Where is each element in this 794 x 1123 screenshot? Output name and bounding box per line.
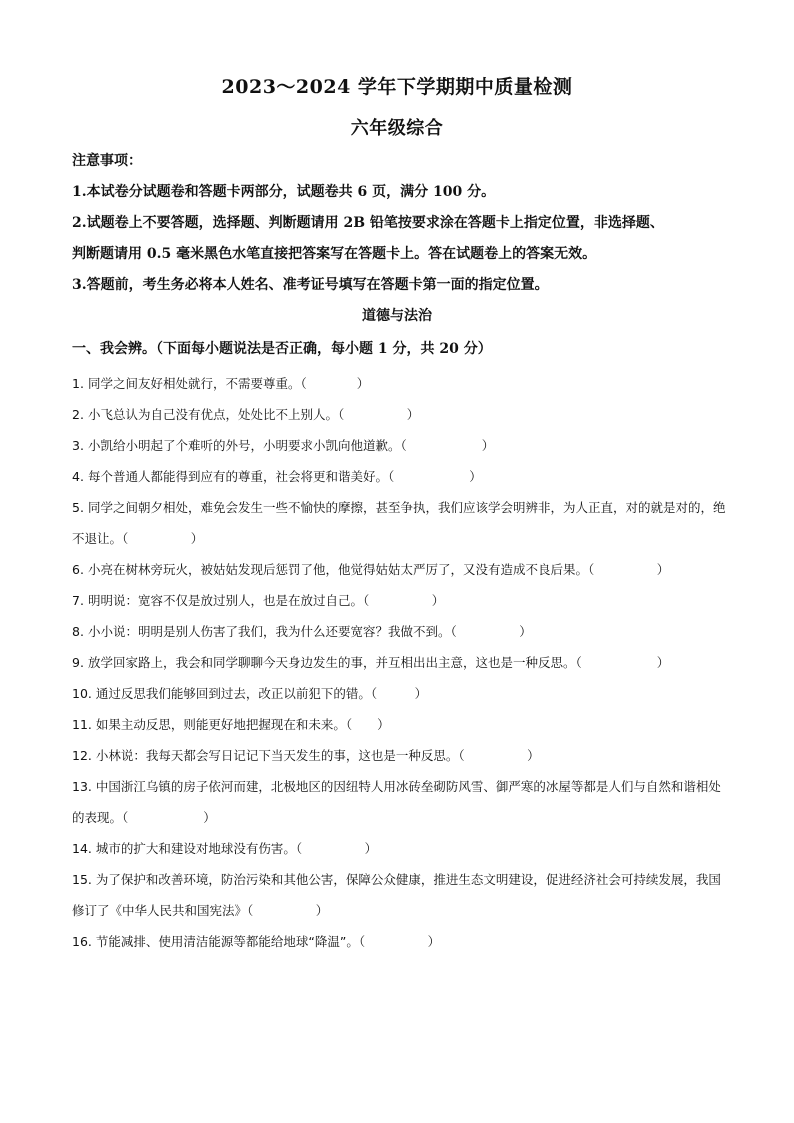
question-text: 城市的扩大和建设对地球没有伤害。（ ） xyxy=(95,841,378,856)
question-item xyxy=(72,740,728,771)
question-text: 如果主动反思，则能更好地把握现在和未来。（ ） xyxy=(95,717,390,732)
question-item xyxy=(72,368,728,399)
question-item xyxy=(72,833,728,864)
question-text: 中国浙江乌镇的房子依河而建，北极地区的因纽特人用冰砖垒砌防风雪、御严寒的冰屋等都是人们与自然和谐相处的表现。（ ） xyxy=(72,779,721,825)
question-item xyxy=(72,771,728,833)
question-text: 同学之间朝夕相处，难免会发生一些不愉快的摩擦，甚至争执，我们应该学会明辨非，为人正直，对的就是对的，绝不退让。（ ） xyxy=(72,500,726,546)
question-item xyxy=(72,678,728,709)
question-text: 小凯给小明起了个难听的外号，小明要求小凯向他道歉。（ ） xyxy=(87,438,495,453)
question-item xyxy=(72,926,728,957)
question-text: 每个普通人都能得到应有的尊重，社会将更和谐美好。（ ） xyxy=(87,469,482,484)
question-item xyxy=(72,864,728,926)
question-text: 小亮在树林旁玩火，被姑姑发现后惩罚了他，他觉得姑姑太严厉了，又没有造成不良后果。（ ） xyxy=(87,562,670,577)
section-title: 一、我会辨。（下面每小题说法是否正确，每小题 1 分，共 20 分） xyxy=(72,341,492,357)
exam-title: 2023～2024 学年下学期期中质量检测 xyxy=(221,76,573,98)
question-text: 小林说：我每天都会写日记记下当天发生的事，这也是一种反思。（ ） xyxy=(95,748,540,763)
question-number: 12. xyxy=(72,748,92,763)
question-number: 2. xyxy=(72,407,84,422)
question-number: 9. xyxy=(72,655,84,670)
question-number: 16. xyxy=(72,934,92,949)
exam-subtitle: 六年级综合 xyxy=(350,118,444,139)
question-item xyxy=(72,554,728,585)
question-text: 放学回家路上，我会和同学聊聊今天身边发生的事，并互相出出主意，这也是一种反思。（ ） xyxy=(87,655,670,670)
notice-item: 3.答题前，考生务必将本人姓名、准考证号填写在答题卡第一面的指定位置。 xyxy=(72,277,549,293)
question-item xyxy=(72,399,728,430)
notice-item: 判断题请用 0.5 毫米黑色水笔直接把答案写在答题卡上。答在试题卷上的答案无效。 xyxy=(72,246,597,262)
question-number: 10. xyxy=(72,686,92,701)
question-item xyxy=(72,461,728,492)
question-list xyxy=(72,368,728,957)
question-text: 为了保护和改善环境，防治污染和其他公害，保障公众健康，推进生态文明建设，促进经济社会可持续发展，我国修订了《中华人民共和国宪法》（ ） xyxy=(72,872,721,918)
notice-item: 1.本试卷分试题卷和答题卡两部分，试题卷共 6 页，满分 100 分。 xyxy=(72,184,496,200)
question-item xyxy=(72,616,728,647)
question-number: 8. xyxy=(72,624,84,639)
question-number: 15. xyxy=(72,872,92,887)
question-item xyxy=(72,647,728,678)
question-number: 13. xyxy=(72,779,92,794)
question-number: 6. xyxy=(72,562,84,577)
question-item xyxy=(72,492,728,554)
question-text: 明明说：宽容不仅是放过别人，也是在放过自己。（ ） xyxy=(87,593,445,608)
question-number: 7. xyxy=(72,593,84,608)
notice-item: 2.试题卷上不要答题，选择题、判断题请用 2B 铅笔按要求涂在答题卡上指定位置，非选择题、 xyxy=(72,215,664,231)
question-item xyxy=(72,585,728,616)
question-number: 1. xyxy=(72,376,84,391)
question-number: 5. xyxy=(72,500,84,515)
question-text: 小飞总认为自己没有优点，处处比不上别人。（ ） xyxy=(87,407,420,422)
question-text: 通过反思我们能够回到过去，改正以前犯下的错。（ ） xyxy=(95,686,428,701)
subject-heading: 道德与法治 xyxy=(362,308,432,324)
notice-heading: 注意事项： xyxy=(72,153,142,169)
question-item xyxy=(72,709,728,740)
question-number: 14. xyxy=(72,841,92,856)
question-number: 11. xyxy=(72,717,92,732)
question-text: 小小说：明明是别人伤害了我们，我为什么还要宽容？我做不到。（ ） xyxy=(87,624,532,639)
question-text: 节能减排、使用清洁能源等都能给地球“降温”。（ ） xyxy=(95,934,441,949)
question-number: 4. xyxy=(72,469,84,484)
question-item xyxy=(72,430,728,461)
question-text: 同学之间友好相处就行，不需要尊重。（ ） xyxy=(87,376,370,391)
question-number: 3. xyxy=(72,438,84,453)
